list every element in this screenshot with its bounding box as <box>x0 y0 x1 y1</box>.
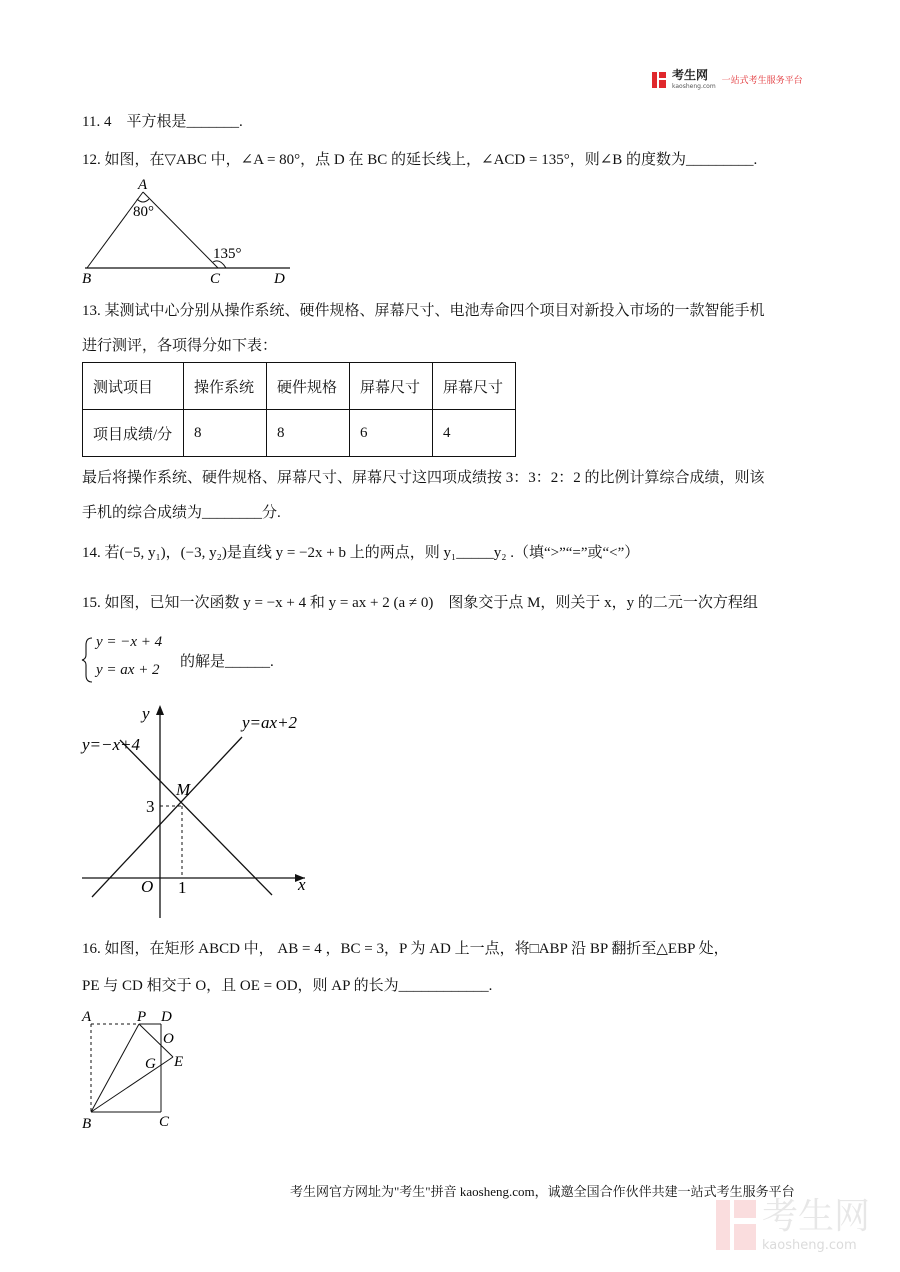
table-cell: 屏幕尺寸 <box>350 363 433 410</box>
equation-1: y = −x + 4 <box>96 634 163 650</box>
table-cell: 8 <box>267 410 350 457</box>
axis-y-label: y <box>142 704 150 723</box>
label-D: D <box>161 1009 172 1025</box>
point-m-label: M <box>176 780 191 799</box>
line-ax-plus-2 <box>92 737 242 897</box>
figure-15-graph <box>80 704 306 918</box>
label-B: B <box>82 1116 92 1132</box>
question-13-line4: 手机的综合成绩为________分. <box>82 505 281 521</box>
label-B: B <box>82 271 92 287</box>
table-cell: 8 <box>184 410 267 457</box>
header-slogan: 一站式考生服务平台 <box>721 76 803 86</box>
question-15-line1: 15. 如图，已知一次函数 y = −x + 4 和 y = ax + 2 (a ≠ 0) 图象交于点 M，则关于 x，y 的二元一次方程组 <box>82 595 758 611</box>
table-header-row <box>83 363 516 410</box>
label-P: P <box>137 1009 147 1025</box>
origin-label: O <box>141 877 154 896</box>
label-O: O <box>163 1031 174 1047</box>
line2-label: y=ax+2 <box>242 713 298 732</box>
tick-1-label: 1 <box>178 878 187 897</box>
watermark-domain: kaosheng.com <box>762 1238 857 1253</box>
axis-x-label: x <box>298 875 306 894</box>
table-cell: 操作系统 <box>184 363 267 410</box>
question-13-line2: 进行测评，各项得分如下表： <box>82 338 278 354</box>
logo-domain: kaosheng.com <box>672 83 716 90</box>
label-C: C <box>159 1114 170 1130</box>
brace-icon <box>82 638 92 682</box>
tick-3-label: 3 <box>146 797 155 816</box>
label-G: G <box>145 1056 156 1072</box>
footer-text: 考生网官方网址为"考生"拼音 kaosheng.com，诚邀全国合作伙伴共建一站式考生服务平台 <box>290 1184 795 1199</box>
line1-label: y=−x+4 <box>82 735 141 754</box>
label-D: D <box>274 271 285 287</box>
table-row <box>83 410 516 457</box>
equation-2: y = ax + 2 <box>96 662 160 678</box>
table-cell: 测试项目 <box>83 363 184 410</box>
question-13-line1: 13. 某测试中心分别从操作系统、硬件规格、屏幕尺寸、电池寿命四个项目对新投入市场的一款智能手机 <box>82 303 765 319</box>
label-C: C <box>210 271 221 287</box>
label-A: A <box>138 177 148 193</box>
table-cell: 6 <box>350 410 433 457</box>
question-14: 14. 若(−5, y₁)，(−3, y₂)是直线 y = −2x + b 上的两点，则 y₁_____y₂ .（填“>”“=”或“<”） <box>82 545 640 561</box>
score-table <box>82 362 516 457</box>
table-cell: 项目成绩/分 <box>83 410 184 457</box>
label-E: E <box>174 1054 184 1070</box>
question-12: 12. 如图，在▽ABC 中，∠A = 80°，点 D 在 BC 的延长线上，∠ACD = 135°，则∠B 的度数为_________. <box>82 152 758 168</box>
question-15-tail: 的解是______. <box>180 654 274 670</box>
question-11: 11. 4 平方根是_______. <box>82 114 243 130</box>
question-16-line2: PE 与 CD 相交于 O，且 OE = OD，则 AP 的长为____________. <box>82 978 493 994</box>
watermark <box>716 1196 870 1254</box>
table-cell: 硬件规格 <box>267 363 350 410</box>
question-13-line3: 最后将操作系统、硬件规格、屏幕尺寸、屏幕尺寸这四项成绩按 3：3：2：2 的比例计算综合成绩，则该 <box>82 470 765 486</box>
table-cell: 屏幕尺寸 <box>433 363 516 410</box>
watermark-name: 考生网 <box>762 1196 871 1237</box>
figure-16-rectangle <box>81 1009 183 1132</box>
logo-name: 考生网 <box>672 68 709 82</box>
watermark-logo-icon <box>716 1200 756 1250</box>
angle-c-label: 135° <box>213 246 242 262</box>
question-16-line1: 16. 如图，在矩形 ABCD 中， AB = 4 ，BC = 3，P 为 AD 上一点，将□ABP 沿 BP 翻折至△EBP 处， <box>82 941 729 957</box>
table-cell: 4 <box>433 410 516 457</box>
line-neg-x-plus-4 <box>120 740 272 895</box>
figure-12-triangle <box>82 177 290 287</box>
label-A: A <box>82 1009 92 1025</box>
angle-a-label: 80° <box>133 204 154 220</box>
y-arrow-icon <box>156 705 164 715</box>
